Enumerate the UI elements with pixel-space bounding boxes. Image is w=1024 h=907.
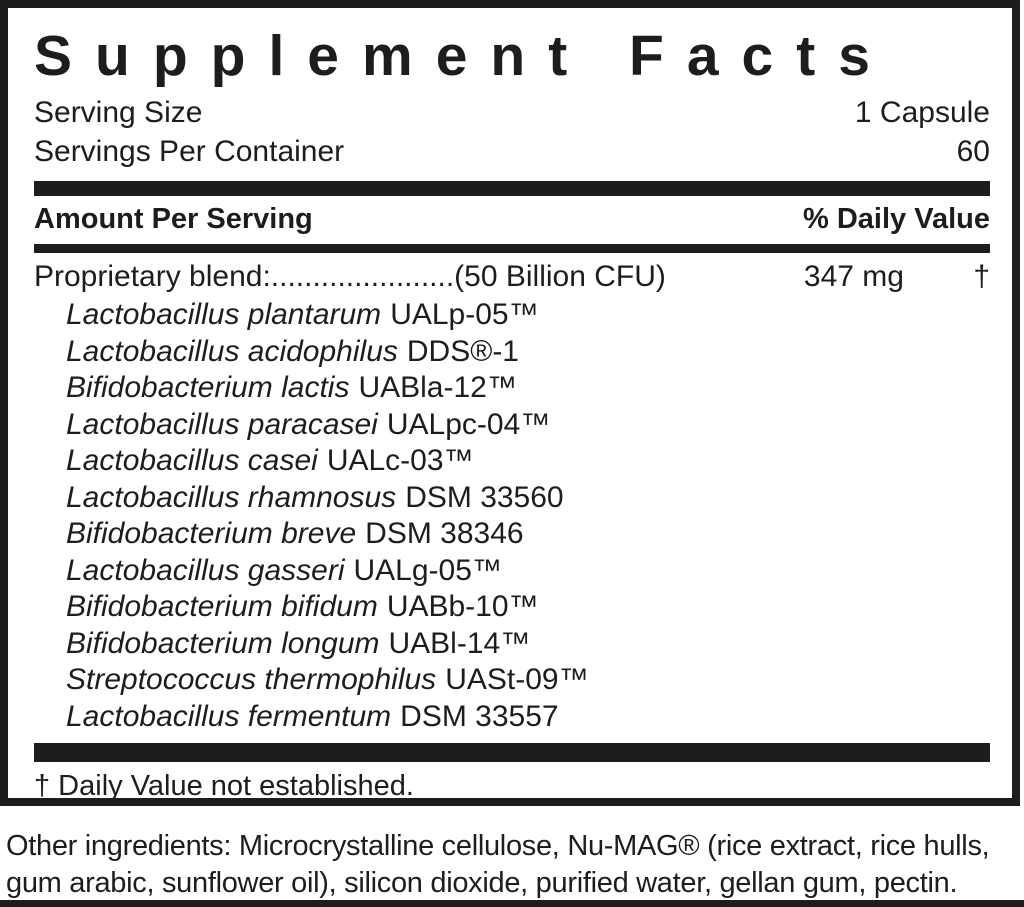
divider-bar-thick [34, 181, 990, 196]
divider-bar-heavy [34, 743, 990, 762]
strain-species: Bifidobacterium longum [66, 626, 380, 660]
column-headers-row [34, 196, 990, 244]
strain-species: Lactobacillus acidophilus [66, 334, 398, 368]
strain-row [34, 662, 990, 699]
daily-value-dagger: † [973, 260, 990, 293]
strain-code: UALc-03™ [326, 444, 474, 477]
divider-bar-medium [34, 244, 990, 253]
strain-species: Bifidobacterium lactis [66, 371, 350, 404]
strain-row [34, 626, 990, 663]
strain-code: DDS®-1 [406, 334, 519, 368]
serving-size-label: Serving Size [34, 96, 203, 129]
strain-species: Bifidobacterium bifidum [66, 590, 378, 623]
strain-code: DSM 33557 [400, 699, 559, 733]
bottom-edge-bar [0, 900, 1024, 907]
proprietary-blend-name: Proprietary blend:......................(50 Billion CFU) [34, 260, 666, 293]
strain-code: UALp-05™ [390, 298, 539, 331]
strain-row [34, 553, 990, 590]
strain-code: UASt-09™ [445, 663, 589, 696]
amount-per-serving-header: Amount Per Serving [34, 203, 313, 235]
strain-species: Streptococcus thermophilus [66, 663, 437, 696]
strain-species: Lactobacillus gasseri [66, 553, 345, 587]
strain-species: Bifidobacterium breve [66, 517, 357, 550]
servings-per-container-label: Servings Per Container [34, 135, 345, 168]
proprietary-blend-row [34, 257, 990, 297]
serving-info [34, 93, 990, 171]
strain-row [34, 334, 990, 371]
strain-species: Lactobacillus paracasei [66, 407, 378, 441]
strain-row [34, 370, 990, 407]
strain-species: Lactobacillus casei [66, 444, 318, 477]
strain-row [34, 480, 990, 517]
panel-title: Supplement Facts [34, 24, 893, 88]
strain-code: DSM 33560 [405, 480, 564, 514]
strain-code: DSM 38346 [365, 517, 524, 550]
other-ingredients-text: Microcrystalline cellulose, Nu-MAG® (rice extract, rice hulls, gum arabic, sunflower oil), silicon dioxide, purified water, gellan gum, pectin. [6, 830, 990, 899]
strain-species: Lactobacillus rhamnosus [66, 480, 397, 514]
serving-size-value: 1 Capsule [854, 96, 990, 129]
strain-row [34, 699, 990, 736]
servings-per-container-value: 60 [956, 135, 990, 168]
other-ingredients-paragraph [0, 828, 1024, 902]
servings-per-container-row [34, 132, 990, 171]
strain-code: UABl-14™ [388, 626, 531, 660]
daily-value-header: % Daily Value [803, 203, 990, 235]
strain-row [34, 297, 990, 334]
strain-species: Lactobacillus plantarum [66, 298, 382, 331]
strain-species: Lactobacillus fermentum [66, 699, 392, 733]
strain-row [34, 589, 990, 626]
strain-code: UABla-12™ [358, 371, 517, 404]
strain-code: UALg-05™ [353, 553, 502, 587]
strain-list [34, 297, 990, 735]
strain-row [34, 443, 990, 480]
proprietary-blend-amount: 347 mg [803, 260, 904, 293]
daily-value-footnote: † Daily Value not established. [34, 770, 414, 802]
strain-code: UABb-10™ [386, 590, 539, 623]
serving-size-row [34, 93, 990, 132]
strain-row [34, 407, 990, 444]
strain-code: UALpc-04™ [386, 407, 551, 441]
other-ingredients-label: Other ingredients: [6, 830, 232, 862]
strain-row [34, 516, 990, 553]
